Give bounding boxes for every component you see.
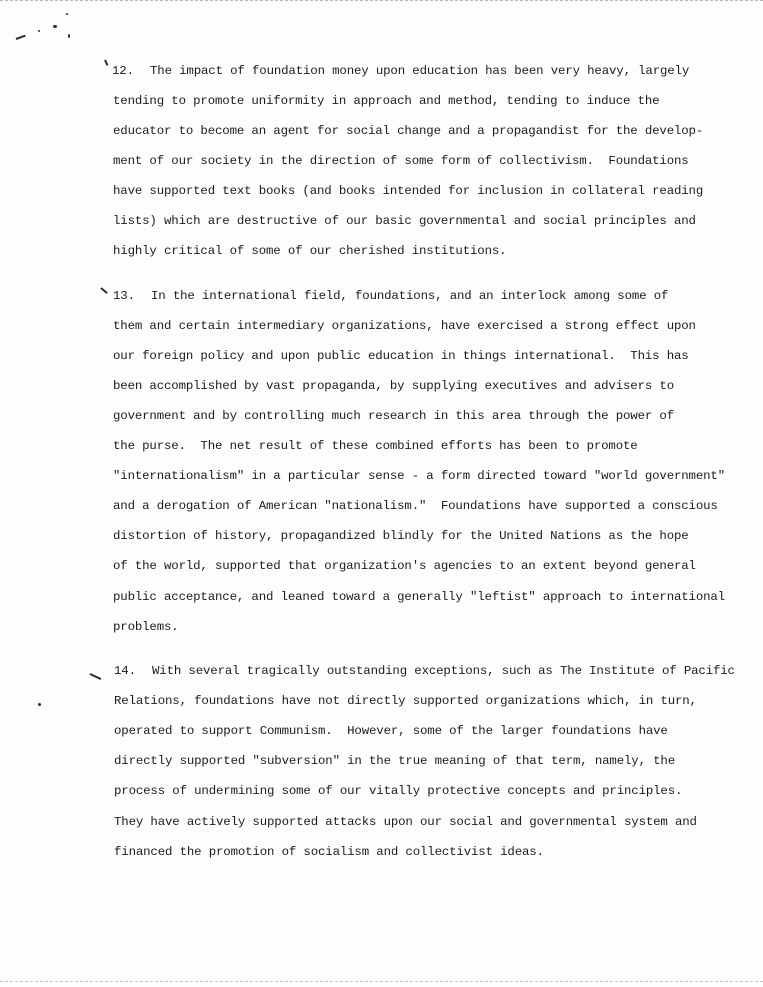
scan-speck xyxy=(66,13,68,15)
text-line: "internationalism" in a particular sense - a form directed toward "world government" xyxy=(113,469,725,483)
text-line: The impact of foundation money upon education has been very heavy, largely xyxy=(150,64,690,78)
paragraph-number: 12. xyxy=(112,64,134,78)
text-line: public acceptance, and leaned toward a generally "leftist" approach to international xyxy=(113,590,725,604)
text-line: tending to promote uniformity in approach and method, tending to induce the xyxy=(113,94,660,108)
text-line: directly supported "subversion" in the true meaning of that term, namely, the xyxy=(114,754,675,768)
text-line: Relations, foundations have not directly supported organizations which, in turn, xyxy=(114,694,697,708)
text-line: In the international field, foundations, and an interlock among some of xyxy=(151,289,669,303)
paragraph-number: 13. xyxy=(113,289,135,303)
paragraph-number: 14. xyxy=(114,664,136,678)
text-line: them and certain intermediary organizations, have exercised a strong effect upon xyxy=(113,319,696,333)
text-line: distortion of history, propagandized blindly for the United Nations as the hope xyxy=(113,529,689,543)
text-line: have supported text books (and books intended for inclusion in collateral reading xyxy=(113,184,704,198)
text-line: of the world, supported that organization's agencies to an extent beyond general xyxy=(113,559,696,573)
text-line: financed the promotion of socialism and collectivist ideas. xyxy=(114,845,544,859)
scan-mark xyxy=(16,35,26,40)
scan-speck xyxy=(53,25,57,28)
text-line: ment of our society in the direction of some form of collectivism. Foundations xyxy=(113,154,689,168)
text-line: government and by controlling much research in this area through the power of xyxy=(113,409,674,423)
check-mark xyxy=(100,287,107,294)
text-line: been accomplished by vast propaganda, by supplying executives and advisers to xyxy=(113,379,674,393)
scan-speck xyxy=(38,30,40,32)
text-line: our foreign policy and upon public education in things international. This has xyxy=(113,349,689,363)
check-mark xyxy=(90,673,102,680)
text-line: process of undermining some of our vitally protective concepts and principles. xyxy=(114,784,683,798)
text-line: highly critical of some of our cherished institutions. xyxy=(113,244,507,258)
check-mark xyxy=(104,60,108,66)
text-line: the purse. The net result of these combined efforts has been to promote xyxy=(113,439,638,453)
scan-top-edge xyxy=(0,0,763,1)
text-line: operated to support Communism. However, some of the larger foundations have xyxy=(114,724,668,738)
text-line: educator to become an agent for social change and a propagandist for the develop- xyxy=(113,124,704,138)
scan-speck xyxy=(38,703,41,706)
scan-speck xyxy=(68,34,70,38)
text-line: and a derogation of American "nationalism." Foundations have supported a conscious xyxy=(113,499,718,513)
text-line: They have actively supported attacks upon our social and governmental system and xyxy=(114,815,697,829)
scan-bottom-edge xyxy=(0,981,763,982)
text-line: lists) which are destructive of our basic governmental and social principles and xyxy=(113,214,696,228)
text-line: problems. xyxy=(113,620,179,634)
text-line: With several tragically outstanding exceptions, such as The Institute of Pacific xyxy=(152,664,735,678)
